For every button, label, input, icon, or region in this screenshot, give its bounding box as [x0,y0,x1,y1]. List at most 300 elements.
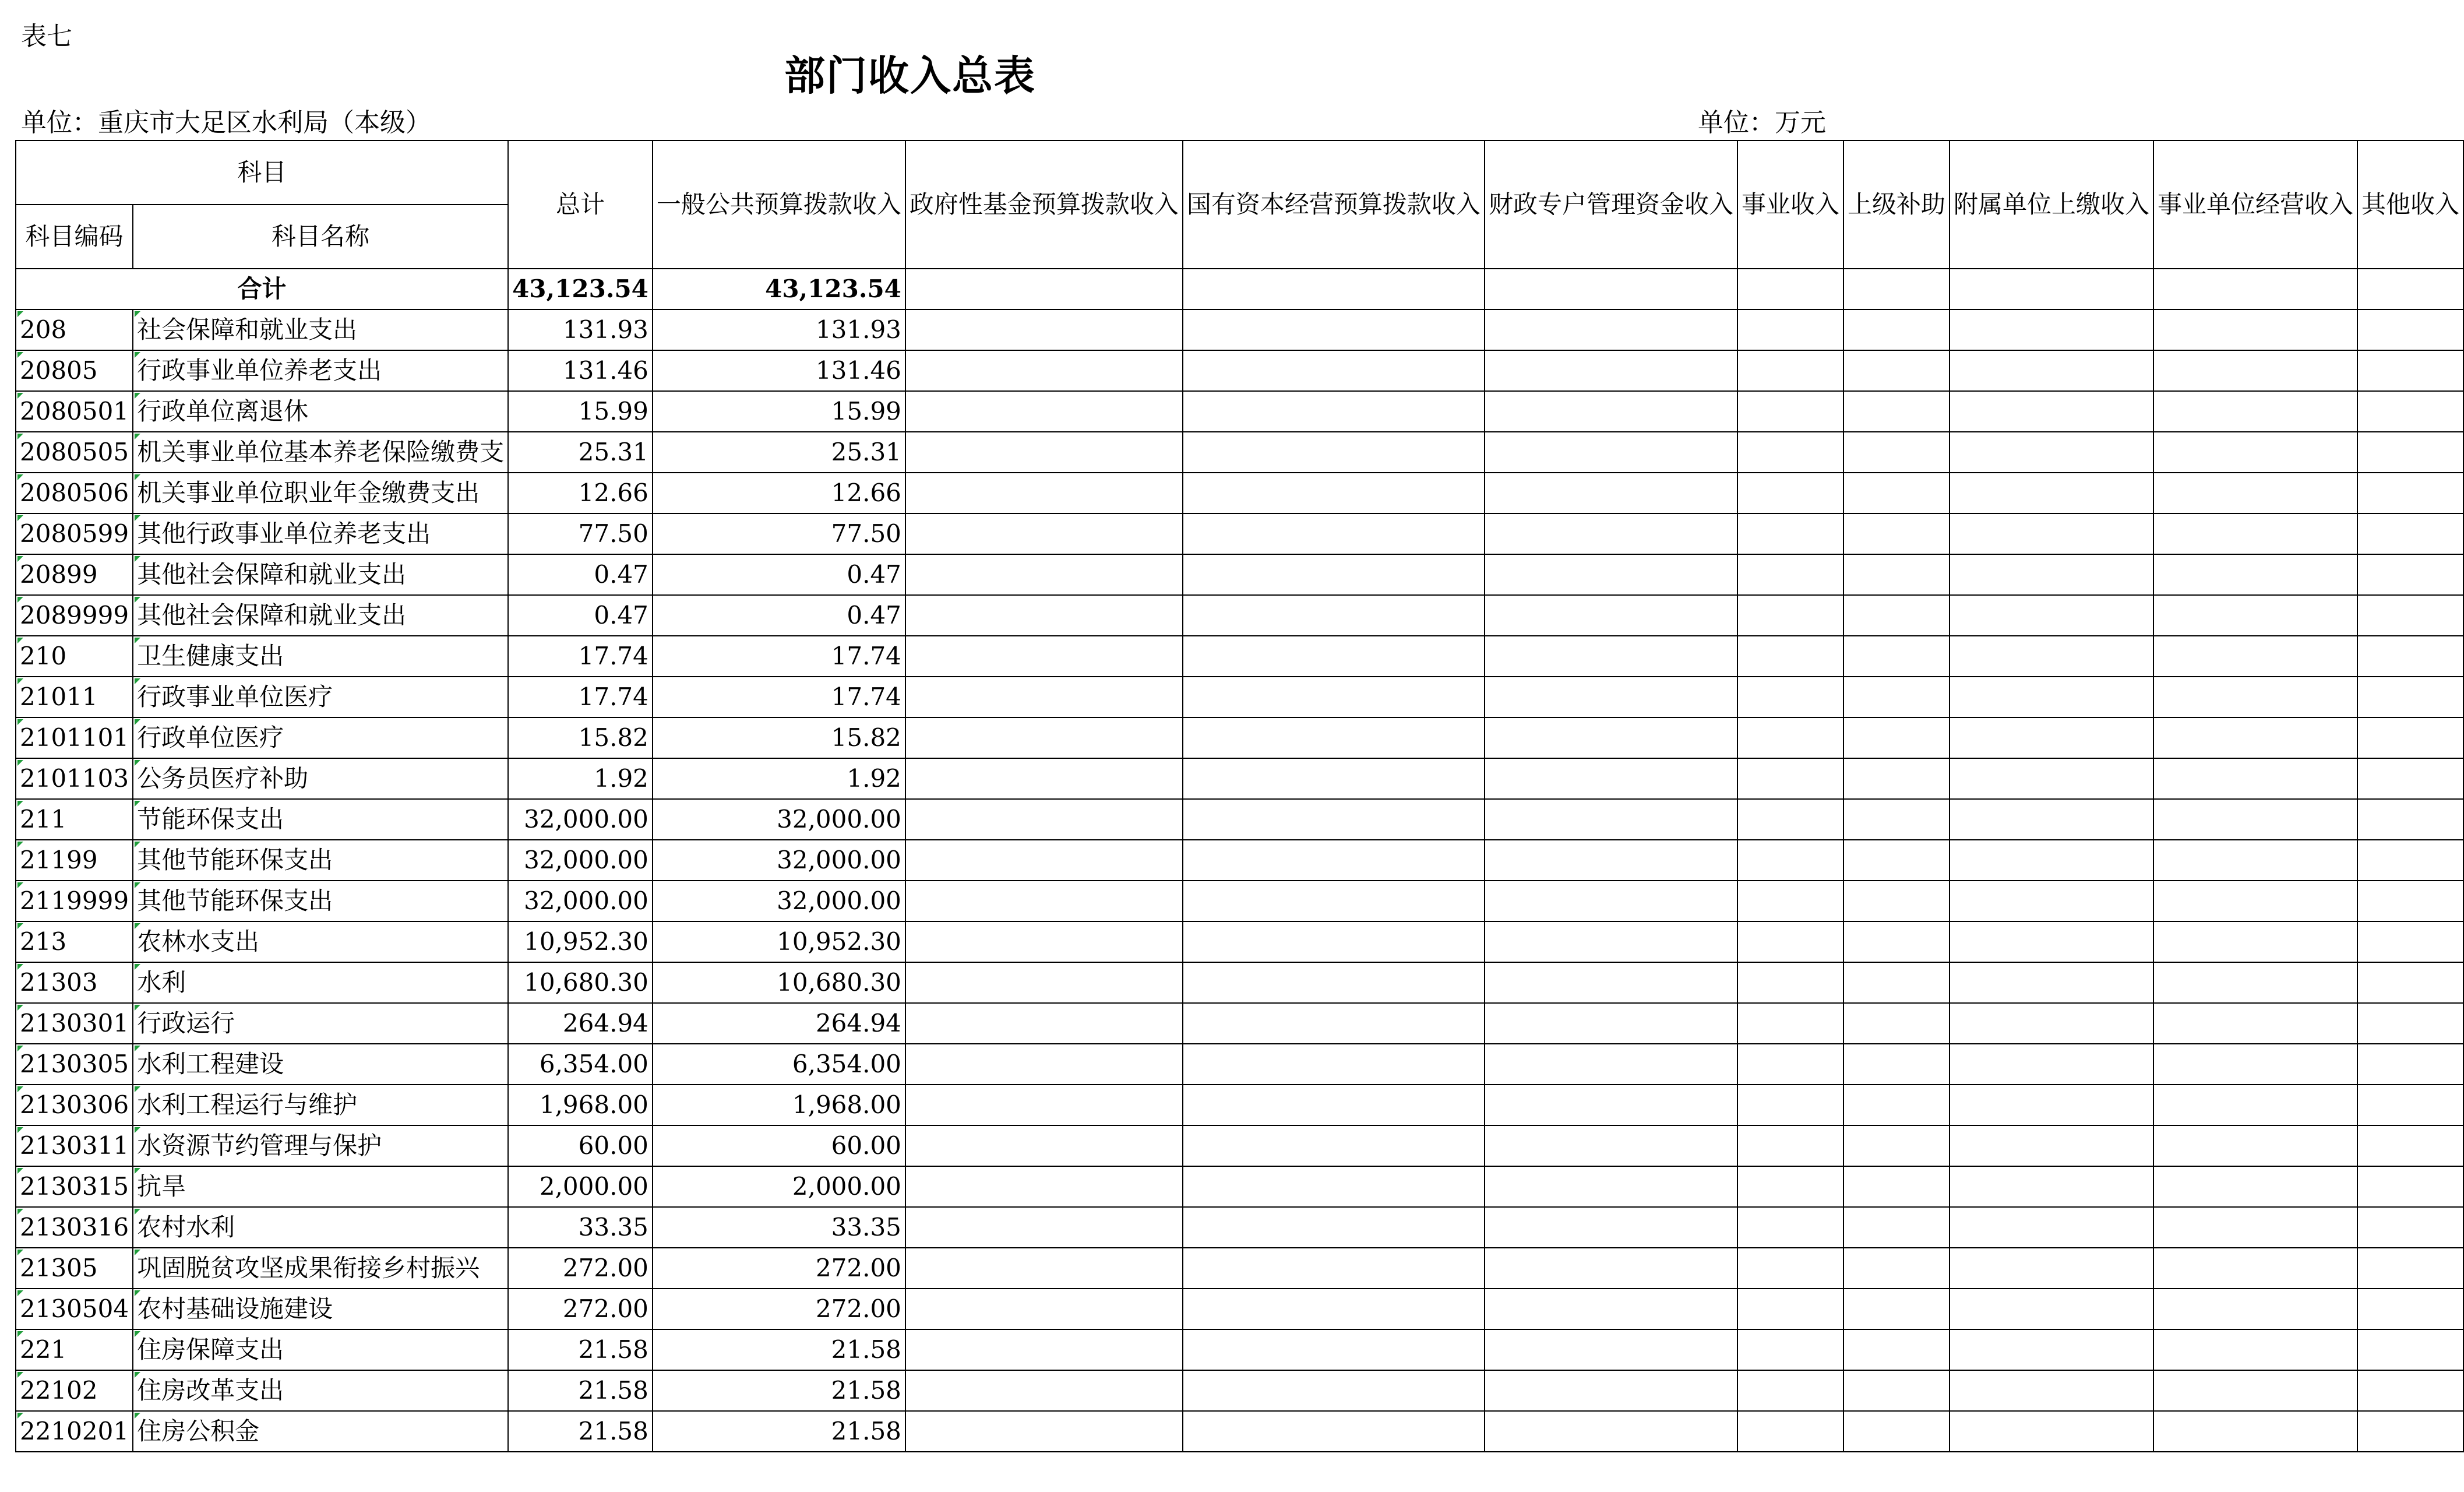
empty-cell [905,799,1183,840]
general-budget-cell: 32,000.00 [653,840,905,881]
empty-cell [1183,1248,1485,1289]
empty-cell [1485,595,1737,636]
empty-cell [905,717,1183,758]
general-budget-cell: 10,680.30 [653,962,905,1003]
empty-cell [2357,881,2463,921]
empty-cell [1183,1125,1485,1166]
table-row [16,595,2463,636]
empty-cell [1843,1289,1950,1329]
unit-organization: 单位：重庆市大足区水利局（本级） [21,108,431,138]
header-subject-name: 科目名称 [133,205,508,269]
table-row [16,1207,2463,1248]
empty-cell [1843,391,1950,432]
subject-code-cell: 2101103 [16,758,133,799]
header-higher-subsidy: 上级补助 [1843,140,1950,269]
empty-cell [1737,677,1843,717]
empty-cell [905,1085,1183,1125]
empty-cell [1183,269,1485,309]
empty-cell [1183,921,1485,962]
empty-cell [1950,840,2153,881]
subject-name-cell: 其他节能环保支出 [133,840,508,881]
empty-cell [1950,1125,2153,1166]
empty-cell [1950,717,2153,758]
table-row [16,513,2463,554]
table-row [16,1248,2463,1289]
total-cell: 60.00 [508,1125,653,1166]
empty-cell [1843,1411,1950,1452]
subject-name-cell: 其他社会保障和就业支出 [133,595,508,636]
empty-cell [1843,269,1950,309]
empty-cell [1737,1370,1843,1411]
empty-cell [905,758,1183,799]
general-budget-cell: 25.31 [653,432,905,473]
empty-cell [1183,1044,1485,1085]
subject-code-cell: 210 [16,636,133,677]
empty-cell [2153,962,2357,1003]
empty-cell [1843,1125,1950,1166]
empty-cell [1485,636,1737,677]
header-state-capital: 国有资本经营预算拨款收入 [1183,140,1485,269]
empty-cell [1950,758,2153,799]
empty-cell [2153,921,2357,962]
empty-cell [1843,1248,1950,1289]
general-budget-cell: 131.93 [653,309,905,350]
empty-cell [2357,473,2463,513]
table-row [16,350,2463,391]
table-row [16,1044,2463,1085]
empty-cell [2357,595,2463,636]
empty-cell [1737,1166,1843,1207]
subject-name-cell: 水利工程建设 [133,1044,508,1085]
subject-code-cell: 2130305 [16,1044,133,1085]
empty-cell [2357,717,2463,758]
empty-cell [1183,554,1485,595]
empty-cell [2357,554,2463,595]
empty-cell [2357,1125,2463,1166]
general-budget-cell: 6,354.00 [653,1044,905,1085]
empty-cell [905,432,1183,473]
empty-cell [1950,1411,2153,1452]
empty-cell [2153,1370,2357,1411]
table-row [16,758,2463,799]
empty-cell [1950,269,2153,309]
total-cell: 12.66 [508,473,653,513]
empty-cell [1950,1289,2153,1329]
empty-cell [1485,1248,1737,1289]
empty-cell [1950,921,2153,962]
empty-cell [1843,473,1950,513]
total-cell: 15.82 [508,717,653,758]
empty-cell [1183,1370,1485,1411]
empty-cell [1843,717,1950,758]
empty-cell [2153,1085,2357,1125]
empty-cell [1485,881,1737,921]
empty-cell [2357,309,2463,350]
general-budget-cell: 272.00 [653,1289,905,1329]
empty-cell [1485,1125,1737,1166]
empty-cell [1950,1085,2153,1125]
empty-cell [1737,1085,1843,1125]
empty-cell [905,1411,1183,1452]
total-cell: 77.50 [508,513,653,554]
total-cell: 21.58 [508,1329,653,1370]
empty-cell [1485,554,1737,595]
subject-name-cell: 水利 [133,962,508,1003]
empty-cell [905,554,1183,595]
empty-cell [1737,513,1843,554]
empty-cell [905,636,1183,677]
empty-cell [2357,391,2463,432]
empty-cell [905,962,1183,1003]
total-cell: 32,000.00 [508,799,653,840]
subject-code-cell: 2080506 [16,473,133,513]
table-row [16,1289,2463,1329]
total-cell: 15.99 [508,391,653,432]
empty-cell [905,1207,1183,1248]
table-row [16,432,2463,473]
empty-cell [2153,1166,2357,1207]
general-budget-cell: 1.92 [653,758,905,799]
empty-cell [1737,799,1843,840]
empty-cell [1950,350,2153,391]
table-row [16,636,2463,677]
total-sum-cell: 43,123.54 [508,269,653,309]
general-budget-cell: 21.58 [653,1329,905,1370]
subject-code-cell: 221 [16,1329,133,1370]
empty-cell [1485,962,1737,1003]
empty-cell [2153,677,2357,717]
empty-cell [1183,881,1485,921]
subject-code-cell: 2080505 [16,432,133,473]
empty-cell [1950,432,2153,473]
empty-cell [905,1370,1183,1411]
empty-cell [1183,595,1485,636]
header-affiliated-income: 附属单位上缴收入 [1950,140,2153,269]
empty-cell [1843,1329,1950,1370]
sheet-tag: 表七 [21,22,72,51]
empty-cell [1485,1166,1737,1207]
empty-cell [1183,799,1485,840]
header-fiscal-special: 财政专户管理资金收入 [1485,140,1737,269]
subject-code-cell: 22102 [16,1370,133,1411]
empty-cell [2357,1329,2463,1370]
empty-cell [1950,799,2153,840]
empty-cell [2357,799,2463,840]
total-cell: 32,000.00 [508,881,653,921]
general-budget-cell: 60.00 [653,1125,905,1166]
general-budget-cell: 2,000.00 [653,1166,905,1207]
subject-code-cell: 2080501 [16,391,133,432]
empty-cell [1485,840,1737,881]
empty-cell [1183,1085,1485,1125]
empty-cell [1950,1166,2153,1207]
total-label: 合计 [16,269,508,309]
empty-cell [2153,758,2357,799]
empty-cell [1485,921,1737,962]
empty-cell [1737,350,1843,391]
empty-cell [1485,1003,1737,1044]
subject-name-cell: 行政运行 [133,1003,508,1044]
subject-code-cell: 21303 [16,962,133,1003]
empty-cell [1950,636,2153,677]
total-cell: 21.58 [508,1411,653,1452]
empty-cell [2357,1044,2463,1085]
subject-code-cell: 21305 [16,1248,133,1289]
general-budget-cell: 32,000.00 [653,799,905,840]
empty-cell [1950,595,2153,636]
empty-cell [2357,840,2463,881]
empty-cell [1737,758,1843,799]
empty-cell [1843,758,1950,799]
empty-cell [1950,513,2153,554]
total-general-budget-cell: 43,123.54 [653,269,905,309]
empty-cell [1183,473,1485,513]
general-budget-cell: 77.50 [653,513,905,554]
empty-cell [1843,554,1950,595]
total-cell: 131.46 [508,350,653,391]
total-cell: 272.00 [508,1248,653,1289]
general-budget-cell: 0.47 [653,595,905,636]
empty-cell [1183,717,1485,758]
subject-code-cell: 2130315 [16,1166,133,1207]
empty-cell [1183,1207,1485,1248]
empty-cell [905,1248,1183,1289]
empty-cell [905,513,1183,554]
general-budget-cell: 21.58 [653,1411,905,1452]
general-budget-cell: 264.94 [653,1003,905,1044]
table-row [16,677,2463,717]
empty-cell [1737,840,1843,881]
empty-cell [1950,962,2153,1003]
empty-cell [1485,1044,1737,1085]
header-business-income: 事业收入 [1737,140,1843,269]
header-gov-fund: 政府性基金预算拨款收入 [905,140,1183,269]
empty-cell [1737,269,1843,309]
subject-name-cell: 巩固脱贫攻坚成果衔接乡村振兴 [133,1248,508,1289]
empty-cell [2153,1125,2357,1166]
empty-cell [1843,1003,1950,1044]
table-row [16,473,2463,513]
table-row [16,1125,2463,1166]
empty-cell [1843,309,1950,350]
subject-name-cell: 机关事业单位基本养老保险缴费支 [133,432,508,473]
subject-code-cell: 208 [16,309,133,350]
empty-cell [2153,717,2357,758]
total-cell: 33.35 [508,1207,653,1248]
header-total: 总计 [508,140,653,269]
general-budget-cell: 17.74 [653,677,905,717]
empty-cell [2357,636,2463,677]
empty-cell [1843,962,1950,1003]
table-row [16,554,2463,595]
empty-cell [1485,677,1737,717]
empty-cell [2357,1166,2463,1207]
empty-cell [1183,350,1485,391]
empty-cell [1485,391,1737,432]
empty-cell [2153,1248,2357,1289]
subject-code-cell: 2130504 [16,1289,133,1329]
empty-cell [2357,758,2463,799]
table-row [16,1085,2463,1125]
table-row [16,1411,2463,1452]
empty-cell [1737,432,1843,473]
empty-cell [1950,1329,2153,1370]
empty-cell [1950,1003,2153,1044]
unit-currency: 单位：万元 [1698,108,1826,138]
empty-cell [905,1003,1183,1044]
empty-cell [905,1044,1183,1085]
empty-cell [2153,554,2357,595]
total-cell: 10,680.30 [508,962,653,1003]
subject-name-cell: 行政事业单位养老支出 [133,350,508,391]
empty-cell [905,677,1183,717]
empty-cell [1843,432,1950,473]
table-row [16,921,2463,962]
empty-cell [1183,636,1485,677]
empty-cell [1183,309,1485,350]
empty-cell [2357,513,2463,554]
total-cell: 131.93 [508,309,653,350]
empty-cell [2153,391,2357,432]
empty-cell [2153,350,2357,391]
total-cell: 264.94 [508,1003,653,1044]
empty-cell [2357,1085,2463,1125]
table-row [16,1329,2463,1370]
empty-cell [1950,881,2153,921]
empty-cell [2153,1411,2357,1452]
subject-name-cell: 水利工程运行与维护 [133,1085,508,1125]
total-cell: 10,952.30 [508,921,653,962]
empty-cell [2357,432,2463,473]
empty-cell [2357,921,2463,962]
general-budget-cell: 10,952.30 [653,921,905,962]
subject-name-cell: 行政单位医疗 [133,717,508,758]
subject-code-cell: 2130301 [16,1003,133,1044]
empty-cell [2357,1370,2463,1411]
table-row [16,309,2463,350]
empty-cell [2153,840,2357,881]
empty-cell [905,309,1183,350]
empty-cell [1950,554,2153,595]
empty-cell [1485,1329,1737,1370]
empty-cell [905,473,1183,513]
subject-name-cell: 卫生健康支出 [133,636,508,677]
subject-name-cell: 行政单位离退休 [133,391,508,432]
subject-code-cell: 2130316 [16,1207,133,1248]
empty-cell [905,881,1183,921]
subject-code-cell: 2130306 [16,1085,133,1125]
general-budget-cell: 33.35 [653,1207,905,1248]
empty-cell [905,350,1183,391]
page-title: 部门收入总表 [784,51,1036,100]
empty-cell [1737,717,1843,758]
empty-cell [905,595,1183,636]
empty-cell [1737,309,1843,350]
empty-cell [2357,1411,2463,1452]
subject-code-cell: 2101101 [16,717,133,758]
table-row [16,799,2463,840]
general-budget-cell: 32,000.00 [653,881,905,921]
empty-cell [1737,921,1843,962]
empty-cell [1737,1207,1843,1248]
header-subject: 科目 [16,140,508,205]
header-subject-code: 科目编码 [16,205,133,269]
empty-cell [1843,595,1950,636]
empty-cell [905,1166,1183,1207]
empty-cell [1843,1085,1950,1125]
empty-cell [1737,962,1843,1003]
empty-cell [1183,1003,1485,1044]
empty-cell [1843,1207,1950,1248]
empty-cell [1485,717,1737,758]
empty-cell [1737,1289,1843,1329]
empty-cell [1183,513,1485,554]
empty-cell [1485,269,1737,309]
subject-name-cell: 住房保障支出 [133,1329,508,1370]
total-cell: 0.47 [508,595,653,636]
subject-code-cell: 2119999 [16,881,133,921]
header-general-budget: 一般公共预算拨款收入 [653,140,905,269]
empty-cell [1485,1411,1737,1452]
empty-cell [1183,758,1485,799]
empty-cell [1843,636,1950,677]
empty-cell [1950,473,2153,513]
empty-cell [1843,513,1950,554]
subject-code-cell: 2130311 [16,1125,133,1166]
total-cell: 17.74 [508,677,653,717]
empty-cell [1950,1044,2153,1085]
empty-cell [2153,1329,2357,1370]
total-cell: 25.31 [508,432,653,473]
total-cell: 2,000.00 [508,1166,653,1207]
empty-cell [2357,269,2463,309]
table-row [16,1003,2463,1044]
empty-cell [1183,677,1485,717]
general-budget-cell: 0.47 [653,554,905,595]
empty-cell [1737,595,1843,636]
subject-name-cell: 住房改革支出 [133,1370,508,1411]
empty-cell [1950,1248,2153,1289]
empty-cell [1737,1003,1843,1044]
table-row [16,1370,2463,1411]
total-cell: 1,968.00 [508,1085,653,1125]
empty-cell [1485,1289,1737,1329]
subject-name-cell: 其他节能环保支出 [133,881,508,921]
empty-cell [2153,1207,2357,1248]
table-row [16,962,2463,1003]
total-cell: 0.47 [508,554,653,595]
empty-cell [1843,1166,1950,1207]
empty-cell [2153,309,2357,350]
empty-cell [1183,1166,1485,1207]
table-row [16,840,2463,881]
empty-cell [905,840,1183,881]
empty-cell [1950,1370,2153,1411]
empty-cell [1950,1207,2153,1248]
general-budget-cell: 17.74 [653,636,905,677]
empty-cell [1737,391,1843,432]
subject-name-cell: 农村基础设施建设 [133,1289,508,1329]
empty-cell [1183,391,1485,432]
subject-name-cell: 水资源节约管理与保护 [133,1125,508,1166]
subject-name-cell: 社会保障和就业支出 [133,309,508,350]
empty-cell [905,1289,1183,1329]
empty-cell [1843,1370,1950,1411]
empty-cell [2357,1003,2463,1044]
empty-cell [2153,1003,2357,1044]
empty-cell [905,1125,1183,1166]
empty-cell [2153,473,2357,513]
